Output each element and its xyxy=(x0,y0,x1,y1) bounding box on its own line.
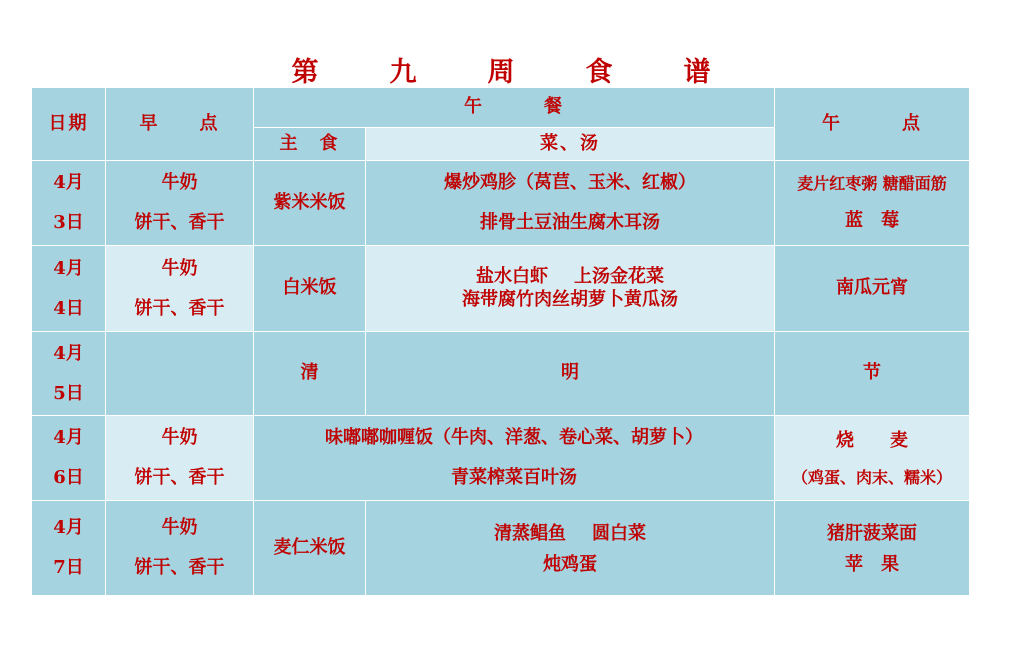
dish-item: 圆白菜 xyxy=(592,523,646,545)
date-month: 4月 xyxy=(53,257,84,279)
breakfast-line-2: 饼干、香干 xyxy=(134,297,225,319)
date-cell xyxy=(32,161,106,246)
dish-item: 上汤金花菜 xyxy=(574,266,664,287)
weekly-menu-table xyxy=(31,87,970,596)
afternoon-cell xyxy=(775,161,970,246)
staple-cell: 麦仁米饭 xyxy=(254,501,366,596)
header-dish-soup: 菜、汤 xyxy=(366,128,775,161)
lunch-line-2: 青菜榨菜百叶汤 xyxy=(451,467,577,488)
date-month: 4月 xyxy=(53,172,84,194)
breakfast-cell xyxy=(106,416,254,501)
afternoon-cell: 节 xyxy=(775,332,970,416)
date-day: 5日 xyxy=(53,382,84,404)
header-staple: 主 食 xyxy=(254,128,366,161)
date-cell xyxy=(32,246,106,332)
afternoon-line-1: 麦片红枣粥 糖醋面筋 xyxy=(797,173,947,193)
afternoon-line-1: 猪肝菠菜面 xyxy=(827,523,917,545)
dish-line-2: 炖鸡蛋 xyxy=(543,553,597,575)
afternoon-line-1: 烧 麦 xyxy=(836,429,908,451)
staple-cell: 清 xyxy=(254,332,366,416)
date-month: 4月 xyxy=(53,342,84,364)
afternoon-line-2: 苹 果 xyxy=(845,553,899,575)
lunch-cell xyxy=(254,416,775,501)
breakfast-line-1: 牛奶 xyxy=(161,257,198,279)
date-day: 3日 xyxy=(53,212,84,233)
date-cell xyxy=(32,501,106,596)
date-month: 4月 xyxy=(53,427,84,449)
breakfast-cell xyxy=(106,246,254,332)
staple-cell: 紫米米饭 xyxy=(254,161,366,246)
header-afternoon-snack: 午 点 xyxy=(775,88,970,161)
dish-line-2: 排骨土豆油生腐木耳汤 xyxy=(480,212,660,233)
dish-item: 清蒸鲳鱼 xyxy=(494,523,566,545)
afternoon-cell xyxy=(775,416,970,501)
breakfast-line-2: 饼干、香干 xyxy=(134,212,225,233)
dish-cell: 明 xyxy=(366,332,775,416)
breakfast-line-2: 饼干、香干 xyxy=(134,557,225,578)
lunch-line-1: 味嘟嘟咖喱饭（牛肉、洋葱、卷心菜、胡萝卜） xyxy=(325,427,703,449)
page-title: 第 九 周 食 谱 xyxy=(291,57,733,88)
menu-row-apr-3 xyxy=(32,161,970,246)
date-day: 4日 xyxy=(53,297,84,319)
breakfast-line-1: 牛奶 xyxy=(161,172,198,194)
dish-cell xyxy=(366,246,775,332)
dish-line-1: 爆炒鸡胗（莴苣、玉米、红椒） xyxy=(444,172,696,194)
header-date: 日期 xyxy=(32,88,106,161)
header-lunch: 午 餐 xyxy=(254,88,775,128)
date-cell xyxy=(32,416,106,501)
dish-line-1 xyxy=(366,518,774,550)
dish-line-1 xyxy=(366,266,774,289)
breakfast-line-1: 牛奶 xyxy=(161,517,198,539)
date-month: 4月 xyxy=(53,517,84,539)
breakfast-cell xyxy=(106,501,254,596)
afternoon-cell xyxy=(775,501,970,596)
menu-row-apr-4 xyxy=(32,246,970,332)
dish-line-2: 海带腐竹肉丝胡萝卜黄瓜汤 xyxy=(462,288,678,310)
menu-row-apr-7 xyxy=(32,501,970,596)
breakfast-line-2: 饼干、香干 xyxy=(134,467,225,488)
breakfast-cell xyxy=(106,161,254,246)
breakfast-cell xyxy=(106,332,254,416)
dish-item: 盐水白虾 xyxy=(476,266,548,287)
menu-row-apr-6 xyxy=(32,416,970,501)
date-cell xyxy=(32,332,106,416)
afternoon-line-2: 蓝 莓 xyxy=(845,209,899,231)
breakfast-line-1: 牛奶 xyxy=(161,427,198,449)
afternoon-line-2: （鸡蛋、肉末、糯米） xyxy=(791,468,952,488)
dish-cell xyxy=(366,501,775,596)
afternoon-cell: 南瓜元宵 xyxy=(775,246,970,332)
date-day: 6日 xyxy=(53,467,84,488)
menu-row-apr-5 xyxy=(32,332,970,416)
header-breakfast: 早 点 xyxy=(106,88,254,161)
staple-cell: 白米饭 xyxy=(254,246,366,332)
dish-cell xyxy=(366,161,775,246)
date-day: 7日 xyxy=(53,557,84,578)
